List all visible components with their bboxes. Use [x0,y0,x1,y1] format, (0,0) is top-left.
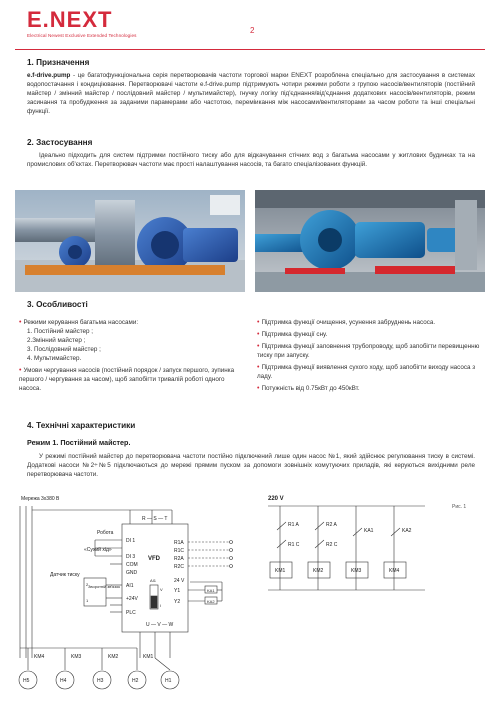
page-number: 2 [250,26,255,35]
relay-r1c: R1 C [288,542,300,548]
uvw-label: U — V — W [146,622,174,628]
relay-ka1: KA1 [364,528,374,534]
bullet-icon: • [19,319,22,326]
bullet-icon: • [257,319,260,326]
mode1-title: Режим 1. Постійний майстер. [27,438,131,447]
sensor-label: Датчик тиску [50,572,80,578]
feature-item: • Підтримка функції очищення, усунення забруднень насоса. [257,319,436,326]
coil-km1: KM1 [275,568,286,574]
product-name: e.f-drive.pump [27,72,71,79]
wiring-diagram [0,490,500,709]
purpose-text: - це багатофункціональна серія перетворювачів частоти торгової марки ENEXT розроблена спеціально для застосування в системах водопостачання і кондиціювання. Перетворювачі частоти e.f-drive.pump підтримують чотири режими роботи з групою насосів/вентиляторів (постійний майстер / змінний майстер / послідовний майстер / мультимайстер), гнучку логіку під'єднання/від'єднання додаткових насосів/вентиляторів, режим засинання та пробудження за заданими парамерами або частотою, переміикання між насосами/вентиляторами за часом роботи та інші спеціальні функції. [27,72,475,115]
mains-label: Мережа 3x380 В [21,496,60,502]
header-divider [15,49,485,50]
km1-label: KM1 [143,654,154,660]
switch-v-label: V [160,587,163,592]
coil-km4: KM4 [389,568,400,574]
mode-item: 3. Послідовний майстер ; [27,346,101,353]
page-header [0,0,500,50]
ai1-label: AI1 [126,583,134,589]
r1a-label: R1A [174,540,184,546]
mode1-paragraph: У режимі постійний майстер до перетворювача частоти постійно підключений лише один насос №1, який здійснює регулювання тиску в системі. Додаткові насоси №2÷№5 підключаються до мережі прямим пуском за допомоги зовнішніх комутуючих приладів, які керуються вихідними реле перетворювача частоти. [27,453,475,478]
y2-label: Y2 [174,599,181,605]
v24-label: 24 V [174,578,185,584]
features-left-list [19,318,245,396]
motor-h3: H3 [97,678,104,684]
feature-item: • Підтримка функції заповнення трубопроводу, щоб запобігти перевищенню тиску при запуску. [257,343,480,359]
di3-label: DI 3 [126,554,136,560]
plc-label: PLC [126,610,136,616]
figure-label: Рис. 1 [452,504,467,510]
bullet-icon: • [257,385,260,392]
section-title-tech: 4. Технічні характеристики [27,421,136,430]
vfd-label: VFD [148,556,160,562]
relay-ka2: KA2 [402,528,412,534]
section-title-purpose: 1. Призначення [27,58,90,67]
km2-label: KM2 [108,654,119,660]
rst-label: R — S — T [142,516,168,522]
section-title-application: 2. Застосування [27,138,93,147]
switch-i-label: I [160,603,162,608]
bullet-icon: • [257,343,260,350]
com-label: COM [126,562,138,568]
mode-item: 1. Постійний майстер ; [27,328,94,335]
coil-km2: KM2 [313,568,324,574]
r2a-label: R2A [174,556,184,562]
feature-item-modes: • Режими керування багатьма насосами: 1. Постійний майстер ; 2.Змінний майстер ; 3. Послідовний майстер ; 4. Мультимайстер. [19,318,245,363]
km3-label: KM3 [71,654,82,660]
feedback-label: Зворотній зв'язок [88,584,121,589]
r1c-label: R1C [174,548,185,554]
pump-photo-right [255,190,485,292]
feature-item-alternation: • Умови чергування насосів (постійний порядок / запуск першого, зупинка першого / чергування за часом), щоб запобігти тривалій роботі одного насоса. [19,367,235,392]
km4-label: KM4 [34,654,45,660]
relay-r2c: R2 C [326,542,338,548]
feature-item: • Підтримка функції виявлення сухого ходу, щоб запобігти виходу насоса з ладу. [257,364,476,380]
bullet-icon: • [257,331,260,338]
application-paragraph: Ідеально підходить для систем підтримки постійного тиску або для відкачування стічних вод з багатьма насосами у житлових будинках та на промислових об'єктах. Перетворювач частоти має прості налаштування насосів, та багато спеціалізованих функцій. [27,152,475,168]
y1-label: Y1 [174,588,181,594]
mode-item: 2.Змінний майстер ; [27,337,86,344]
ai1-switch-label: AI1 [150,578,157,583]
di1-label: DI 1 [126,538,136,544]
robota-label: Робота [97,530,114,536]
feature-item: • Потужність від 0.75кВт до 450кВт. [257,385,360,392]
motor-h1: H1 [165,678,172,684]
bullet-icon: • [19,367,22,374]
r2c-label: R2C [174,564,185,570]
dry-run-label: «Сухий хід» [84,547,112,553]
brand-tagline: Electrical Newest Exclusive Extended Technologies [27,33,137,38]
relay-r1a: R1 A [288,522,299,528]
ka1-coil-label: KA1 [207,588,215,593]
motor-h5: H5 [23,678,30,684]
purpose-paragraph [27,71,475,116]
mode-item: 4. Мультимайстер. [27,355,82,362]
brand-logo: E.NEXT [27,7,113,32]
features-right-list [257,318,485,396]
terminal-2-label: 2 [86,582,89,587]
coil-km3: KM3 [351,568,362,574]
v220-label: 220 V [268,496,284,502]
feature-item: • Підтримка функції сну. [257,331,328,338]
motor-h4: H4 [60,678,67,684]
gnd-label: GND [126,570,138,576]
motor-h2: H2 [132,678,139,684]
bullet-icon: • [257,364,260,371]
plus24-label: +24V [126,596,138,602]
relay-r2a: R2 A [326,522,337,528]
pump-photo-left [15,190,245,292]
ka2-coil-label: KA2 [207,599,215,604]
section-title-features: 3. Особливості [27,300,88,309]
terminal-1-label: 1 [86,598,89,603]
